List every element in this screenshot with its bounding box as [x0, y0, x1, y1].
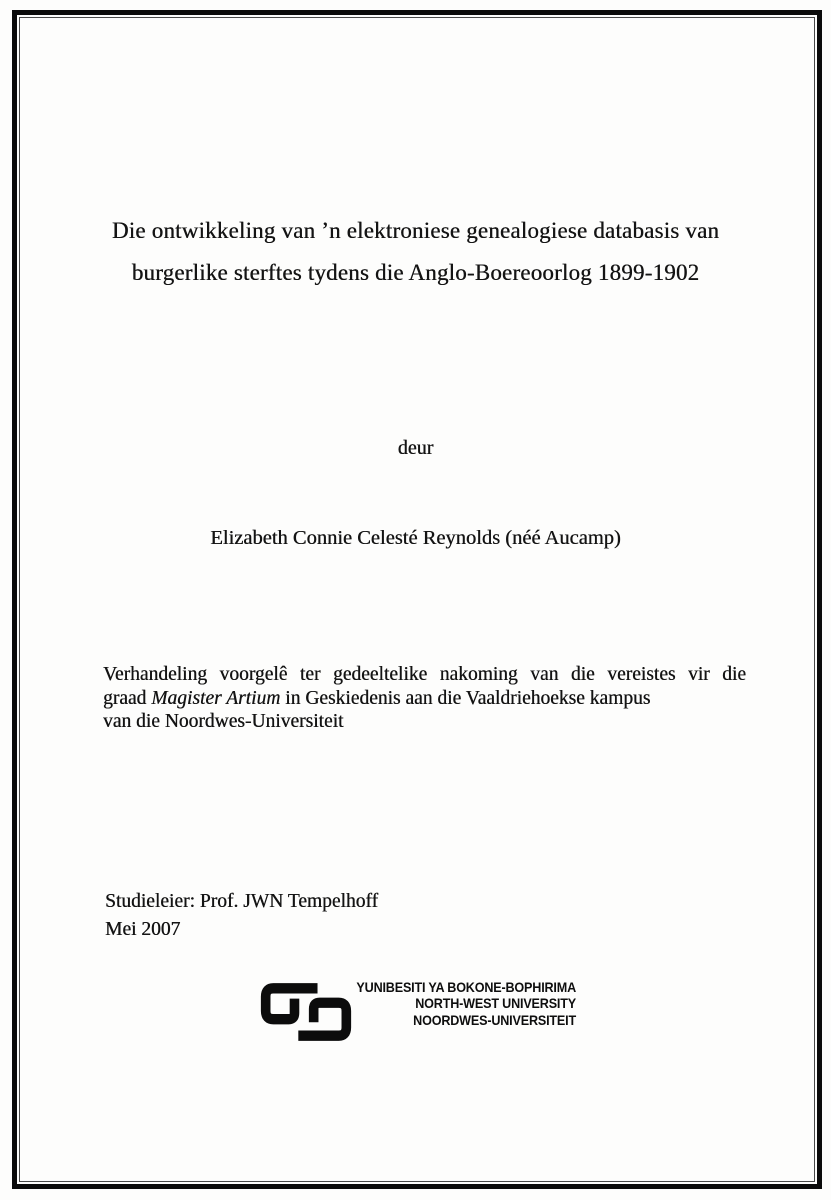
submission-statement [103, 663, 746, 734]
submission-statement-line3: van die Noordwes-Universiteit [103, 711, 344, 732]
university-name-afrikaans: NOORDWES-UNIVERSITEIT [413, 1011, 576, 1028]
supervisor-block [105, 888, 378, 944]
thesis-title-line2: burgerlike sterftes tydens die Anglo-Boereoorlog 1899-1902 [131, 260, 700, 285]
supervisor-line: Studieleier: Prof. JWN Tempelhoff [105, 891, 379, 912]
byline: deur [397, 437, 434, 459]
university-name-english: NORTH-WEST UNIVERSITY [415, 995, 576, 1012]
degree-name: Magister Artium [151, 687, 281, 709]
degree-suffix: in Geskiedenis aan die Vaaldriehoekse kampus [280, 687, 651, 709]
date-line: Mei 2007 [105, 919, 181, 940]
university-name-block [346, 979, 576, 1028]
thesis-title [50, 210, 781, 294]
degree-prefix: graad [103, 687, 152, 709]
submission-statement-line2 [103, 687, 746, 711]
nwu-logo [258, 976, 588, 1054]
author-name: Elizabeth Connie Celesté Reynolds (néé Aucamp) [210, 527, 621, 549]
thesis-title-line1: Die ontwikkeling van ’n elektroniese genealogiese databasis van [111, 218, 720, 243]
submission-statement-line1: Verhandeling voorgelê ter gedeeltelike nakoming van die vereistes vir die [103, 664, 746, 685]
university-name-setswana: YUNIBESITI YA BOKONE-BOPHIRIMA [356, 979, 576, 995]
university-logo-icon [258, 978, 354, 1046]
